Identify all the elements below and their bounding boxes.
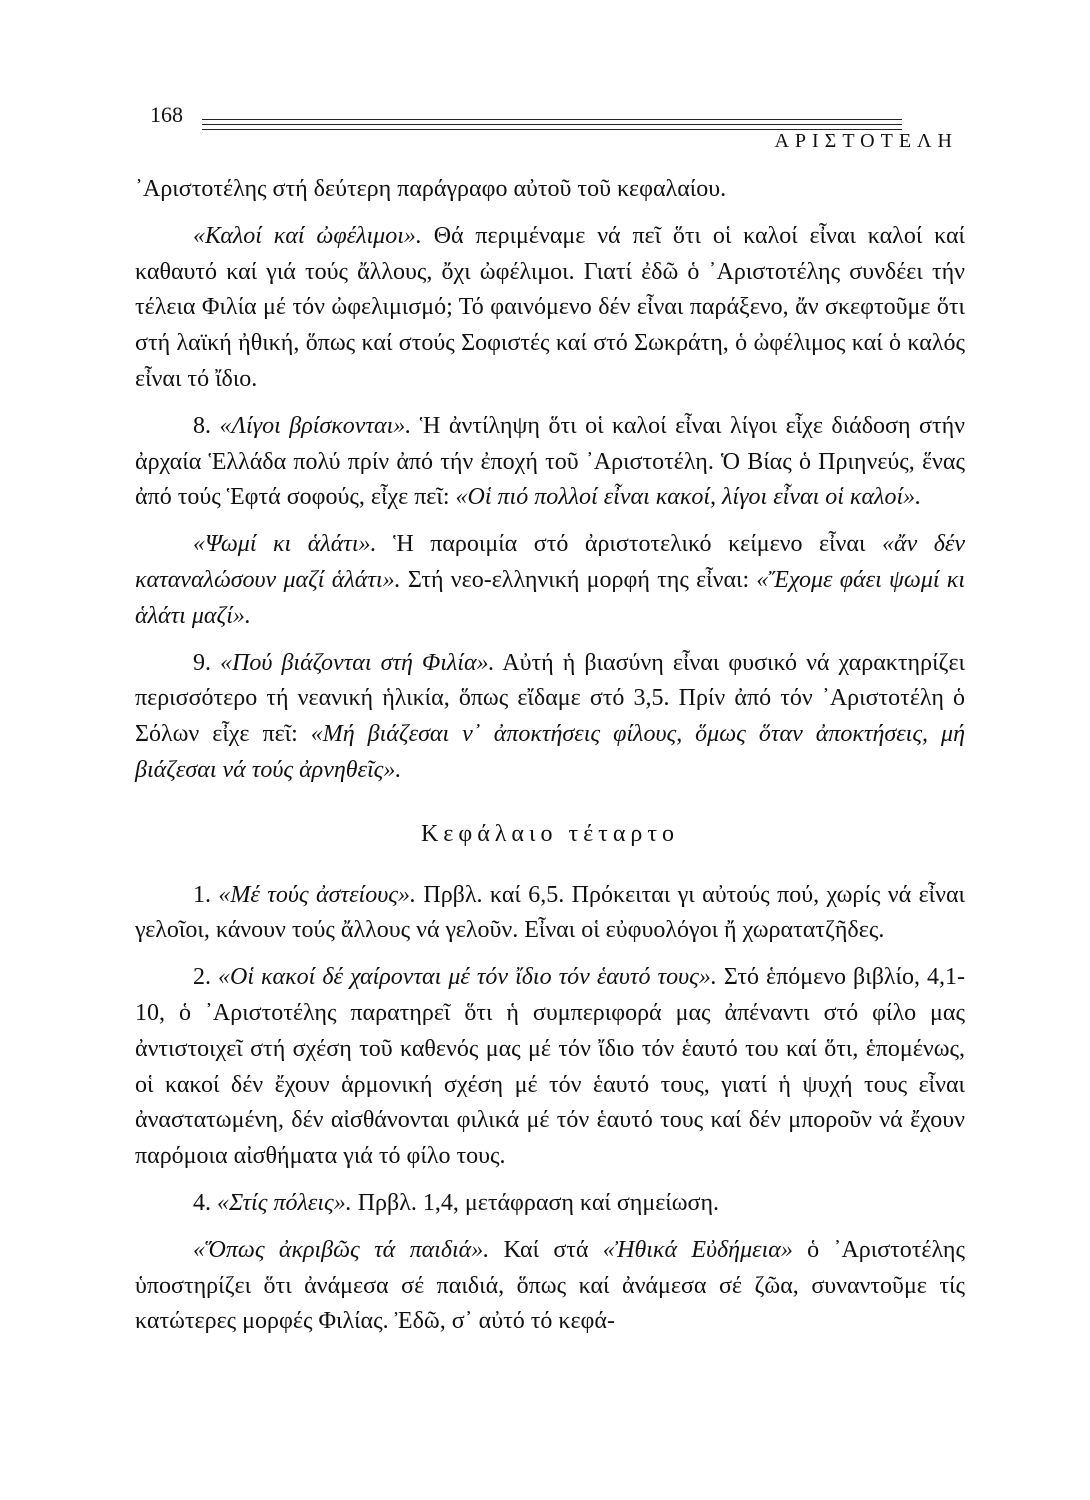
quoted-term: «Λίγοι βρίσκονται». xyxy=(219,412,412,439)
paragraph xyxy=(135,1233,965,1340)
paragraph-text: Ἡ ἀντίληψη ὅτι οἱ καλοί εἶναι λίγοι εἶχε διάδοση στήν ἀρχαία Ἑλλάδα πολύ πρίν ἀπό τήν ἐποχή τοῦ ᾿Αριστοτέλη. Ὁ Βίας ὁ Πριηνεύς, ἕνας ἀπό τούς Ἑφτά σοφούς, εἶχε πεῖ: xyxy=(135,412,966,511)
header-rule xyxy=(202,124,902,125)
quotation: «Μή βιάζεσαι ν᾿ ἀποκτήσεις φίλους, ὅμως ὅταν ἀποκτήσεις, μή βιάζεσαι νά τούς ἀρνηθεῖς». xyxy=(135,721,965,783)
note-number: 9. xyxy=(193,649,221,676)
note-number: 8. xyxy=(193,412,220,439)
paragraph-text: Ἡ παροιμία στό ἀριστοτελικό κείμενο εἶναι xyxy=(376,531,882,558)
page-body xyxy=(135,172,965,1351)
paragraph-text: ὁ ᾿Αριστοτέλης ὑποστηρίζει ὅτι ἀνάμεσα σέ παιδιά, ὅπως καί ἀνάμεσα σέ ζῶα, συναντοῦμε τίς κατώτερες μορφές Φιλίας. Ἐδῶ, σ᾿ αὐτό τό κεφά- xyxy=(135,1236,965,1335)
paragraph xyxy=(135,527,965,634)
page-header xyxy=(150,100,970,150)
quoted-term: «Ὅπως ἀκριβῶς τά παιδιά». xyxy=(193,1236,490,1263)
quoted-term: «Στίς πόλεις». xyxy=(217,1189,352,1216)
paragraph xyxy=(135,172,965,208)
paragraph xyxy=(135,960,965,1175)
paragraph-text: Πρβλ. 1,4, μετάφραση καί σημείωση. xyxy=(351,1189,720,1216)
paragraph-text: Καί στά xyxy=(489,1236,603,1263)
paragraph xyxy=(135,409,965,516)
quoted-term: «Πού βιάζονται στή Φιλία». xyxy=(220,649,495,676)
quoted-term: «Μέ τούς ἀστείους». xyxy=(218,881,416,908)
paragraph-text: Αὐτή ἡ βιασύνη εἶναι φυσικό νά χαρακτηρίζει περισσότερο τή νεανική ἡλικία, ὅπως εἴδαμε στό 3,5. Πρίν ἀπό τόν ᾿Αριστοτέλη ὁ Σόλων εἶχε πεῖ: xyxy=(135,649,965,748)
header-rule xyxy=(202,119,902,120)
paragraph-text: Στό ἑπόμενο βιβλίο, 4,1-10, ὁ ᾿Αριστοτέλης παρατηρεῖ ὅτι ἡ συμπεριφορά μας ἀπέναντι στό φίλο μας ἀντιστοιχεῖ στή σχέση τοῦ καθενός μας μέ τόν ἴδιο τόν ἑαυτό του καί ὅτι, ἑπομένως, οἱ κακοί δέν ἔχουν ἁρμονική σχέση μέ τόν ἑαυτό τους, γιατί ἡ ψυχή τους εἶναι ἀναστατωμένη, δέν αἰσθάνονται φιλικά μέ τόν ἑαυτό τους καί δέν μποροῦν νά ἔχουν παρόμοια αἰσθήματα γιά τό φίλο τους. xyxy=(135,964,966,1170)
quotation: «ἄν δέν καταναλώσουν μαζί ἁλάτι». xyxy=(135,531,966,593)
paragraph xyxy=(135,646,965,789)
paragraph-text: Πρβλ. καί 6,5. Πρόκειται γι αὐτούς πού, χωρίς νά εἶναι γελοῖοι, κάνουν τούς ἄλλους νά γελοῦν. Εἶναι οἱ εὐφυολόγοι ἤ χωρατατζῆδες. xyxy=(135,881,966,944)
paragraph xyxy=(135,219,965,398)
quoted-term: «Οἱ κακοί δέ χαίρονται μέ τόν ἴδιο τόν ἑαυτό τους». xyxy=(218,964,717,991)
paragraph-text: Στή νεο-ελληνική μορφή της εἶναι: xyxy=(400,566,757,593)
chapter-heading: Κεφάλαιο τέταρτο xyxy=(420,820,680,847)
paragraph-text: Θά περιμέναμε νά πεῖ ὅτι οἱ καλοί εἶναι καλοί καί καθαυτό καί γιά τούς ἄλλους, ὄχι ὠφέλιμοι. Γιατί ἐδῶ ὁ ᾿Αριστοτέλης συνδέει τήν τέλεια Φιλία μέ τόν ὠφελιμισμό; Τό φαινόμενο δέν εἶναι παράξενο, ἄν σκεφτοῦμε ὅτι στή λαϊκή ἠθική, ὅπως καί στούς Σοφιστές καί στό Σωκράτη, ὁ ὠφέλιμος καί ὁ καλός εἶναι τό ἴδιο. xyxy=(135,222,966,392)
page-number: 168 xyxy=(150,102,183,127)
quotation: «Οἱ πιό πολλοί εἶναι κακοί, λίγοι εἶναι οἱ καλοί». xyxy=(455,484,922,511)
book-title: «Ἠθικά Εὐδήμεια» xyxy=(602,1236,793,1263)
paragraph xyxy=(135,878,965,950)
note-number: 4. xyxy=(193,1189,217,1216)
quoted-term: «Καλοί καί ὠφέλιμοι». xyxy=(193,222,422,249)
note-number: 2. xyxy=(193,964,219,991)
quotation: «Ἔχομε φάει ψωμί κι ἁλάτι μαζί». xyxy=(135,566,965,629)
running-title: ΑΡΙΣΤΟΤΕΛΗ xyxy=(774,130,958,152)
quoted-term: «Ψωμί κι ἁλάτι». xyxy=(193,531,377,558)
paragraph-text: ᾿Αριστοτέλης στή δεύτερη παράγραφο αὐτοῦ τοῦ κεφαλαίου. xyxy=(135,176,727,202)
paragraph xyxy=(135,1186,965,1222)
note-number: 1. xyxy=(193,881,219,908)
